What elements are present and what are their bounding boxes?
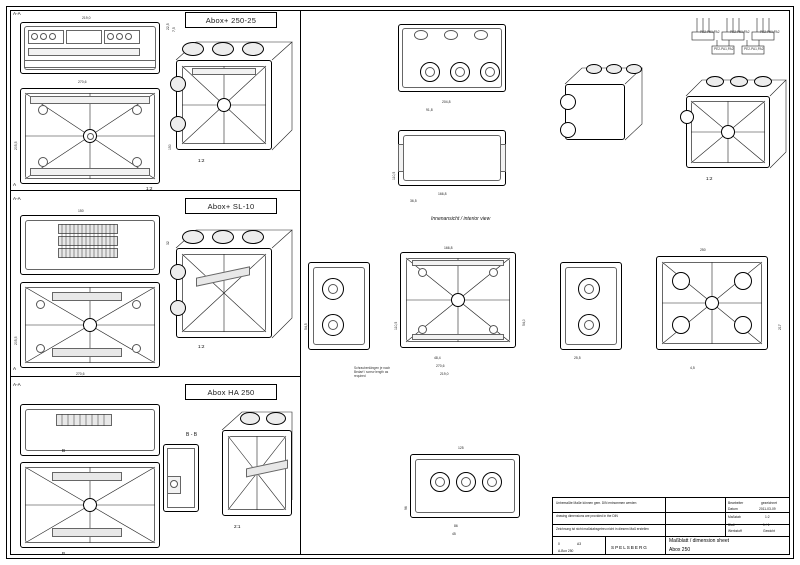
title-block-row-2 bbox=[553, 524, 789, 525]
note-mounting-screws: Schraubenlängen je nach Bedarf / screw length as required bbox=[354, 366, 391, 378]
far-right-center bbox=[705, 296, 719, 310]
dim-sl10-top-height: 32 bbox=[166, 241, 170, 245]
wiring-label-5: PE2-PA1,PA2 bbox=[744, 47, 764, 51]
dim-front-sub: 91,8 bbox=[426, 108, 433, 112]
dim-sl10-top-width: 150 bbox=[78, 209, 84, 213]
company-logo: SPELSBERG bbox=[611, 545, 648, 550]
dim-plan-height2: 150 bbox=[168, 144, 172, 150]
title-block-row-1 bbox=[553, 512, 789, 513]
dim-front-width: 204,8 bbox=[442, 100, 451, 104]
section-mark-a-mid-left: A-A bbox=[13, 196, 21, 201]
titleblock-field-4-key: Werkstoff bbox=[728, 529, 742, 533]
caption-interior-view: Innenansicht / interior view bbox=[431, 216, 491, 222]
titleblock-drawing-title-de: Maßblatt / dimension sheet bbox=[669, 538, 730, 544]
panel-label-abox-sl-10: Abox+ SL-10 bbox=[185, 198, 277, 214]
panel-label-abox-250-25: Abox+ 250-25 bbox=[185, 12, 277, 28]
dim-top-cover-height: 22,5 bbox=[166, 23, 170, 30]
dim-interior-main-b1: 48,4 bbox=[434, 356, 441, 360]
titleblock-field-1-val: 2011-03-09 bbox=[759, 507, 776, 511]
scale-mark-1: 1:2 bbox=[146, 186, 153, 191]
title-block-col-3 bbox=[605, 536, 606, 554]
dim-side-width: 166,8 bbox=[438, 192, 447, 196]
dim-interior-main-h: 110,5 bbox=[394, 321, 398, 330]
wiring-label-2: PE2-PA1,PA2 bbox=[730, 30, 750, 34]
dim-bottom-front-b: 86 bbox=[454, 524, 458, 528]
dim-bottom-front-b2: 45 bbox=[452, 532, 456, 536]
dim-interior-main-b3: 219,0 bbox=[440, 372, 449, 376]
section-mark-a-bot-left: A-A bbox=[13, 382, 21, 387]
titleblock-field-2-val: 1:2 bbox=[765, 515, 770, 519]
title-block bbox=[552, 497, 790, 555]
dim-top-cover-width: 219,0 bbox=[82, 16, 91, 20]
dim-far-right-w: 250 bbox=[700, 248, 706, 252]
dim-sl10-plan-width: 270,6 bbox=[76, 372, 85, 376]
far-right-gland-1 bbox=[672, 272, 690, 290]
titleblock-field-3-val: 1 / 1 bbox=[763, 523, 770, 527]
section-mark-a-top-left-2: A bbox=[13, 182, 17, 187]
dim-interior-left: 54,5 bbox=[304, 323, 308, 330]
dim-interior-main-w: 166,8 bbox=[444, 246, 453, 250]
titleblock-field-0-key: Bearbeiter bbox=[728, 501, 744, 505]
titleblock-field-5-key: Gewicht bbox=[763, 529, 775, 533]
dim-interior-main-b2: 270,6 bbox=[436, 364, 445, 368]
titleblock-revision: 0 bbox=[558, 542, 560, 546]
dim-top-cover-height2: 7,5 bbox=[172, 27, 176, 32]
titleblock-field-3-key: Blatt bbox=[728, 523, 735, 527]
wiring-label-1: PE2-PA1,PA2 bbox=[700, 30, 720, 34]
titleblock-field-1-key: Datum bbox=[728, 507, 738, 511]
dim-far-right-h: 217 bbox=[778, 324, 782, 330]
dim-sl10-plan-height: 205,5 bbox=[14, 336, 18, 345]
bottom-front-gland-1-in bbox=[435, 477, 445, 487]
section-mark-a-top-left: A-A bbox=[13, 11, 21, 16]
titleblock-note-de: Unbemaßte Maße können gem. DIN entnommen werden bbox=[556, 501, 637, 505]
dim-side-width2: 36,5 bbox=[410, 199, 417, 203]
caption-section-b-b: B - B bbox=[186, 432, 198, 438]
wiring-label-4: PE2-PA1,PA2 bbox=[714, 47, 734, 51]
dim-far-right-b: 4,5 bbox=[690, 366, 695, 370]
dim-plan-height: 205,5 bbox=[14, 141, 18, 150]
scale-mark-iso-1: 1:2 bbox=[198, 158, 205, 163]
titleblock-field-0-val: gezeichnet bbox=[761, 501, 777, 505]
section-mark-b-1: B bbox=[62, 448, 66, 453]
iso-box-3-gland-1 bbox=[240, 412, 260, 425]
section-mark-b-2: B bbox=[62, 551, 66, 556]
titleblock-field-2-key: Maßstab bbox=[728, 515, 741, 519]
titleblock-drawing-title-en: Abox 250 bbox=[669, 547, 691, 553]
bottom-front-gland-3-in bbox=[487, 477, 497, 487]
wiring-label-3: PE2-PA1,PA2 bbox=[760, 30, 780, 34]
scale-mark-iso-3: 2:1 bbox=[234, 524, 241, 529]
far-right-gland-2 bbox=[734, 272, 752, 290]
title-block-col-2 bbox=[725, 498, 726, 536]
section-mark-a-mid-left-2: A bbox=[13, 366, 17, 371]
titleblock-note-scale: Zeichnung ist nicht maßstabsgetreu nicht in diesem Maß erstellen bbox=[556, 527, 649, 531]
dim-bottom-front-w: 125 bbox=[458, 446, 464, 450]
title-block-col-1 bbox=[665, 498, 666, 554]
dim-side-height: 110,5 bbox=[392, 171, 396, 180]
dim-bottom-front-h: 96 bbox=[404, 506, 408, 510]
title-block-row-3 bbox=[553, 536, 789, 537]
titleblock-doc-no: A-Box 250 bbox=[558, 549, 574, 553]
dim-plan-width: 270,6 bbox=[78, 80, 87, 84]
far-right-gland-3 bbox=[672, 316, 690, 334]
scale-mark-iso-right: 1:2 bbox=[706, 176, 713, 181]
dim-interior-main-h2: 54,0 bbox=[522, 319, 526, 326]
far-right-gland-4 bbox=[734, 316, 752, 334]
titleblock-note-en: drawing dimensions are provided in the DIN bbox=[556, 514, 618, 518]
panel-label-abox-ha-250: Abox HA 250 bbox=[185, 384, 277, 400]
bottom-front-gland-2-in bbox=[461, 477, 471, 487]
iso-box-3-gland-2 bbox=[266, 412, 286, 425]
scale-mark-iso-2: 1:2 bbox=[198, 344, 205, 349]
dim-interior-right: 25,5 bbox=[574, 356, 581, 360]
titleblock-format: A3 bbox=[577, 542, 582, 546]
